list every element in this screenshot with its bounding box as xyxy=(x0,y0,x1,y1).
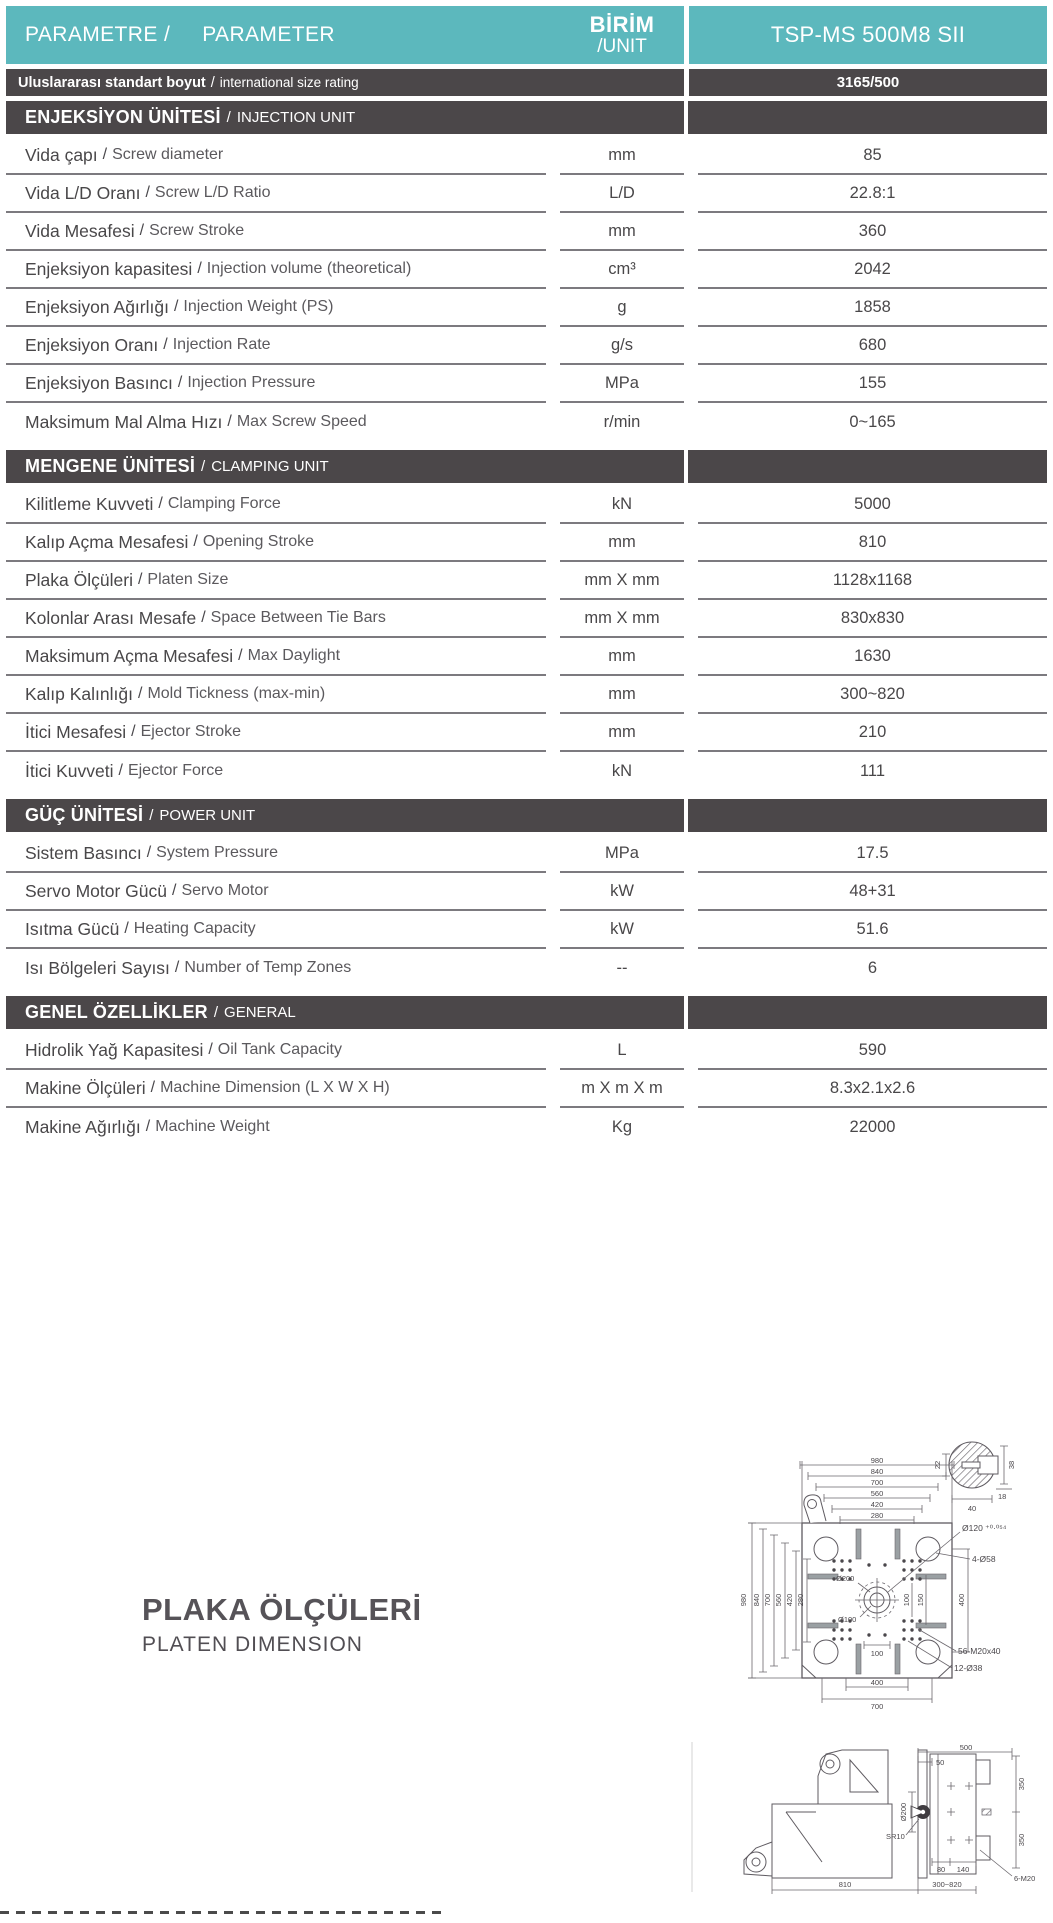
value-cell: 1128x1168 xyxy=(698,562,1047,600)
table-row xyxy=(6,175,1047,213)
label-separator: / xyxy=(145,184,150,201)
param-name-en: Mold Tickness (max-min) xyxy=(147,685,326,702)
param-name-en: Heating Capacity xyxy=(133,920,256,937)
param-name-en: Injection volume (theoretical) xyxy=(206,260,412,277)
table-row xyxy=(6,213,1047,251)
unit-cell: g xyxy=(560,289,684,327)
param-name-en: Max Daylight xyxy=(247,647,341,664)
detail-dim-18: 18 xyxy=(998,1492,1007,1501)
dim-label: 280 xyxy=(870,1511,884,1520)
param-name-tr: Kalıp Kalınlığı xyxy=(25,683,133,704)
dim-label: 350 xyxy=(1017,1833,1026,1847)
value-cell: 85 xyxy=(698,137,1047,175)
unit-heading-en: /UNIT xyxy=(597,35,647,57)
unit-cell: cm³ xyxy=(560,251,684,289)
unit-cell: -- xyxy=(616,958,628,977)
label-separator: / xyxy=(137,571,143,588)
dim-label: 50 xyxy=(936,1758,945,1767)
unit-cell: MPa xyxy=(560,365,684,403)
unit-heading xyxy=(590,13,655,57)
callout-tapped-holes: 56-M20x40 xyxy=(958,1646,1001,1656)
param-name-tr: Kalıp Açma Mesafesi xyxy=(25,531,189,552)
dim-label: 560 xyxy=(774,1593,783,1607)
param-name-tr: Enjeksiyon Basıncı xyxy=(25,372,173,393)
value-cell: 830x830 xyxy=(698,600,1047,638)
unit-heading-tr: BİRİM xyxy=(589,11,655,37)
dim-label: 6-M20 xyxy=(1014,1874,1036,1883)
table-row xyxy=(6,137,1047,175)
platen-dimension-drawing xyxy=(620,1425,1053,1717)
param-name-en: Servo Motor xyxy=(181,882,269,899)
param-name-en: Screw Stroke xyxy=(149,222,245,239)
dim-label: Ø100 xyxy=(838,1615,857,1624)
unit-cell: L xyxy=(560,1032,684,1070)
dim-label: 100 xyxy=(902,1593,911,1607)
section-title-en: GENERAL xyxy=(224,1004,296,1021)
param-name-tr: Maksimum Açma Mesafesi xyxy=(25,645,234,666)
label-separator: / xyxy=(177,374,183,391)
dim-label: 700 xyxy=(763,1593,772,1607)
table-row xyxy=(6,949,1047,987)
param-name-tr: Isı Bölgeleri Sayısı xyxy=(25,957,170,978)
unit-cell: mm xyxy=(560,137,684,175)
value-cell: 210 xyxy=(698,714,1047,752)
header-parameter-cell xyxy=(6,6,684,64)
label-separator: / xyxy=(172,882,177,899)
param-name-en: Platen Size xyxy=(147,571,229,588)
table-row xyxy=(6,486,1047,524)
param-name-en: Opening Stroke xyxy=(202,533,315,550)
param-name-tr: Vida L/D Oranı xyxy=(25,182,141,203)
dim-label: 980 xyxy=(739,1593,748,1607)
value-cell: 51.6 xyxy=(698,911,1047,949)
value-cell: 5000 xyxy=(698,486,1047,524)
label-separator: / xyxy=(208,1041,213,1058)
param-name-tr: Kolonlar Arası Mesafe xyxy=(25,607,197,628)
value-cell: 1630 xyxy=(698,638,1047,676)
label-separator: / xyxy=(238,647,243,664)
param-name-tr: Hidrolik Yağ Kapasitesi xyxy=(25,1039,204,1060)
unit-cell: mm xyxy=(560,714,684,752)
section-header-power xyxy=(6,799,1047,832)
callout-corner-holes: 4-Ø58 xyxy=(972,1554,996,1564)
value-cell: 680 xyxy=(698,327,1047,365)
param-name-en: Injection Pressure xyxy=(187,374,316,391)
label-separator: / xyxy=(102,146,108,163)
size-rating-value: 3165/500 xyxy=(689,69,1047,96)
table-row xyxy=(6,873,1047,911)
param-name-en: Ejector Stroke xyxy=(140,723,242,740)
unit-cell: MPa xyxy=(560,835,684,873)
label-separator: / xyxy=(213,1004,219,1021)
value-cell: 6 xyxy=(867,958,878,977)
param-name-tr: Isıtma Gücü xyxy=(25,918,120,939)
page-bottom-dashed-line xyxy=(0,1911,447,1914)
value-cell: 2042 xyxy=(698,251,1047,289)
dim-label: 140 xyxy=(956,1865,970,1874)
param-name-tr: Sistem Basıncı xyxy=(25,842,142,863)
unit-cell: r/min xyxy=(603,412,641,431)
value-cell: 590 xyxy=(698,1032,1047,1070)
table-row xyxy=(6,911,1047,949)
section-title-tr: ENJEKSİYON ÜNİTESİ xyxy=(25,107,221,127)
param-name-tr: İtici Mesafesi xyxy=(25,721,127,742)
unit-cell: mm X mm xyxy=(560,562,684,600)
label-separator: / xyxy=(145,1118,151,1135)
table-row xyxy=(6,327,1047,365)
detail-dim-40: 40 xyxy=(967,1504,977,1513)
param-name-tr: Enjeksiyon Oranı xyxy=(25,334,159,355)
param-name-en: Machine Weight xyxy=(155,1118,270,1135)
dim-label: SR10 xyxy=(886,1832,905,1841)
side-view-dimensions xyxy=(772,1743,1035,1894)
label-separator: / xyxy=(131,723,136,740)
dim-label: 400 xyxy=(957,1593,966,1607)
label-separator: / xyxy=(150,1079,156,1096)
table-row xyxy=(6,251,1047,289)
param-name-tr: Makine Ağırlığı xyxy=(25,1116,141,1137)
param-name-tr: Enjeksiyon kapasitesi xyxy=(25,258,193,279)
value-cell: 111 xyxy=(859,761,886,780)
section-header-spacer xyxy=(688,799,1047,832)
unit-cell: kN xyxy=(560,486,684,524)
param-name-tr: Kilitleme Kuvveti xyxy=(25,493,154,514)
param-name-en: Injection Rate xyxy=(172,336,271,353)
label-separator: / xyxy=(146,844,152,861)
callout-center-bore: Ø120 ⁺⁰·⁰⁵⁴ xyxy=(962,1523,1007,1533)
param-name-en: Number of Temp Zones xyxy=(184,959,352,976)
table-row xyxy=(6,1108,1047,1146)
label-separator: / xyxy=(163,336,168,353)
callout-through-holes: 12-Ø38 xyxy=(954,1663,983,1673)
unit-cell: mm xyxy=(560,676,684,714)
dim-label: 840 xyxy=(752,1593,761,1607)
label-separator: / xyxy=(124,920,129,937)
dim-label: 150 xyxy=(916,1593,925,1607)
fixed-platen-assembly xyxy=(911,1750,991,1878)
value-cell: 22000 xyxy=(849,1117,896,1136)
unit-cell: mm xyxy=(560,638,684,676)
dim-label: 810 xyxy=(838,1880,852,1889)
dim-label: 80 xyxy=(936,1865,946,1874)
param-name-en: Space Between Tie Bars xyxy=(210,609,386,626)
size-rating-row xyxy=(6,69,1047,96)
section-title-en: CLAMPING UNIT xyxy=(211,458,329,475)
label-separator: / xyxy=(158,495,163,512)
dim-label: 100 xyxy=(870,1649,884,1658)
label-separator: / xyxy=(197,260,202,277)
dim-label: 980 xyxy=(870,1456,884,1465)
dim-label: Ø200 xyxy=(836,1574,855,1583)
label-separator: / xyxy=(149,807,154,824)
table-row xyxy=(6,403,1047,441)
value-cell: 22.8:1 xyxy=(698,175,1047,213)
section-title-tr: MENGENE ÜNİTESİ xyxy=(25,456,196,476)
model-name-cell: TSP-MS 500M8 SII xyxy=(689,6,1047,64)
param-name-tr: Vida çapı xyxy=(25,144,98,165)
unit-cell: mm X mm xyxy=(560,600,684,638)
value-cell: 48+31 xyxy=(698,873,1047,911)
param-name-tr: İtici Kuvveti xyxy=(25,760,114,781)
dim-label: 560 xyxy=(870,1489,884,1498)
platen-left-dimensions xyxy=(739,1523,811,1678)
value-cell: 810 xyxy=(698,524,1047,562)
drawing-subtitle: PLATEN DIMENSION xyxy=(142,1633,363,1656)
label-separator: / xyxy=(139,222,145,239)
param-name-en: Clamping Force xyxy=(167,495,281,512)
table-row xyxy=(6,676,1047,714)
dim-label: 840 xyxy=(870,1467,884,1476)
dim-label: Ø200 xyxy=(899,1802,908,1822)
value-cell: 0~165 xyxy=(849,412,896,431)
param-name-tr: Makine Ölçüleri xyxy=(25,1077,146,1098)
dim-label: 300~820 xyxy=(932,1880,962,1889)
parameter-heading-en: PARAMETER xyxy=(202,23,335,46)
dim-label: 280 xyxy=(796,1593,805,1607)
unit-cell: kN xyxy=(611,761,633,780)
dim-label: 420 xyxy=(785,1593,794,1607)
label-separator: / xyxy=(201,609,206,626)
section-header-spacer xyxy=(688,101,1047,134)
value-cell: 17.5 xyxy=(698,835,1047,873)
table-row xyxy=(6,365,1047,403)
clamping-side-view-drawing xyxy=(620,1742,1053,1910)
table-header-row xyxy=(6,6,1047,64)
param-name-en: Oil Tank Capacity xyxy=(217,1041,342,1058)
detail-dim-38: 38 xyxy=(1007,1460,1016,1470)
param-name-tr: Maksimum Mal Alma Hızı xyxy=(25,411,223,432)
param-name-tr: Vida Mesafesi xyxy=(25,220,135,241)
section-title-tr: GENEL ÖZELLİKLER xyxy=(25,1002,208,1022)
label-separator: / xyxy=(137,685,143,702)
value-cell: 1858 xyxy=(698,289,1047,327)
dim-label: 700 xyxy=(870,1478,884,1487)
table-row xyxy=(6,289,1047,327)
param-name-en: Screw L/D Ratio xyxy=(154,184,271,201)
section-header-clamping xyxy=(6,450,1047,483)
table-row xyxy=(6,1070,1047,1108)
unit-cell: g/s xyxy=(560,327,684,365)
table-row xyxy=(6,752,1047,790)
unit-cell: kW xyxy=(560,911,684,949)
param-name-tr: Plaka Ölçüleri xyxy=(25,569,133,590)
section-title-en: POWER UNIT xyxy=(159,807,256,824)
unit-cell: m X m X m xyxy=(560,1070,684,1108)
dim-label: 420 xyxy=(870,1500,884,1509)
size-rating-label-tr: Uluslararası standart boyut xyxy=(18,74,206,91)
value-cell: 300~820 xyxy=(698,676,1047,714)
table-row xyxy=(6,562,1047,600)
value-cell: 360 xyxy=(698,213,1047,251)
section-header-spacer xyxy=(688,450,1047,483)
unit-cell: mm xyxy=(560,524,684,562)
param-name-en: Injection Weight (PS) xyxy=(183,298,334,315)
unit-cell: kW xyxy=(560,873,684,911)
param-name-en: Max Screw Speed xyxy=(236,413,367,430)
dim-label: 500 xyxy=(959,1743,973,1752)
label-separator: / xyxy=(201,458,206,475)
param-name-en: Machine Dimension (L X W X H) xyxy=(160,1079,390,1096)
param-name-en: System Pressure xyxy=(156,844,278,861)
table-row xyxy=(6,714,1047,752)
param-name-en: Ejector Force xyxy=(127,762,224,779)
size-rating-label-en: international size rating xyxy=(219,75,359,90)
param-name-tr: Servo Motor Gücü xyxy=(25,880,167,901)
section-header-injection xyxy=(6,101,1047,134)
drawing-title: PLAKA ÖLÇÜLERİ xyxy=(142,1592,422,1627)
table-row xyxy=(6,600,1047,638)
dim-label: 350 xyxy=(1017,1777,1026,1791)
table-row xyxy=(6,835,1047,873)
spec-table xyxy=(6,6,1047,1146)
dim-label: 400 xyxy=(870,1678,884,1687)
unit-cell: L/D xyxy=(560,175,684,213)
section-header-general xyxy=(6,996,1047,1029)
size-rating-label xyxy=(6,69,684,96)
tie-bar-detail xyxy=(933,1442,1016,1513)
detail-dim-22: 22 xyxy=(933,1460,942,1470)
label-separator: / xyxy=(210,74,215,91)
param-name-tr: Enjeksiyon Ağırlığı xyxy=(25,296,169,317)
drawing-title-block xyxy=(142,1592,422,1657)
value-cell: 155 xyxy=(698,365,1047,403)
section-title-tr: GÜÇ ÜNİTESİ xyxy=(25,805,144,825)
moving-platen-assembly xyxy=(744,1750,892,1878)
label-separator: / xyxy=(174,959,180,976)
param-name-en: Screw diameter xyxy=(112,146,224,163)
section-header-spacer xyxy=(688,996,1047,1029)
table-row xyxy=(6,1032,1047,1070)
value-cell: 8.3x2.1x2.6 xyxy=(698,1070,1047,1108)
parameter-heading-tr: PARAMETRE / xyxy=(25,23,171,46)
label-separator: / xyxy=(118,762,123,779)
label-separator: / xyxy=(226,109,231,126)
table-row xyxy=(6,524,1047,562)
section-title-en: INJECTION UNIT xyxy=(236,109,356,126)
parameter-heading xyxy=(25,23,335,47)
label-separator: / xyxy=(227,413,232,430)
label-separator: / xyxy=(173,298,179,315)
table-row xyxy=(6,638,1047,676)
unit-cell: mm xyxy=(560,213,684,251)
dim-label: 700 xyxy=(870,1702,884,1711)
label-separator: / xyxy=(193,533,198,550)
unit-cell: Kg xyxy=(611,1117,633,1136)
